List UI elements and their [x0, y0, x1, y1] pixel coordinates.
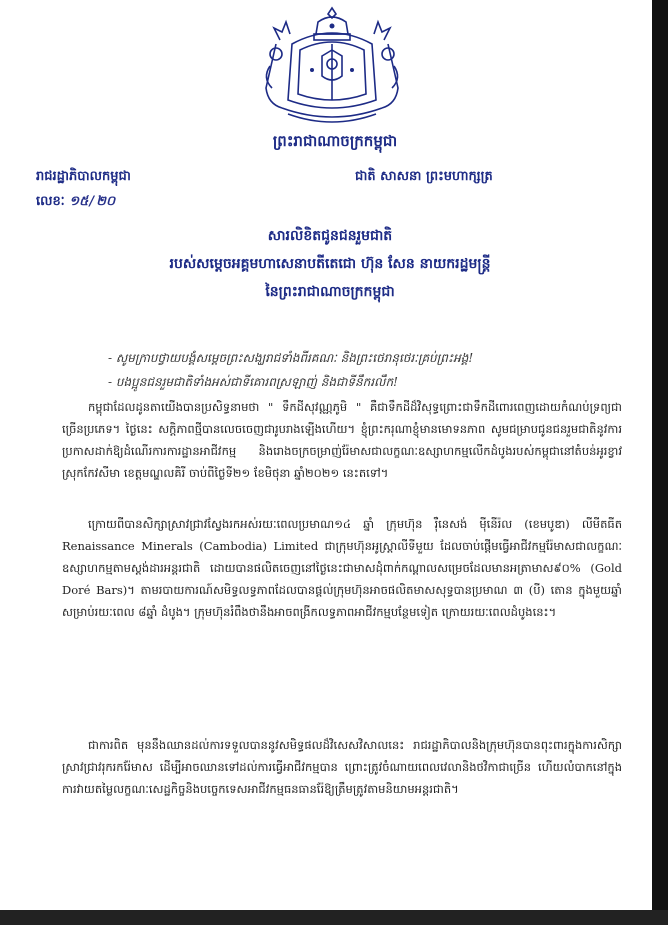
- letter-title-line-1: សារលិខិតជូនជនរួមជាតិ: [267, 228, 393, 244]
- paragraph-text: កម្ពុជាដែលដូនតាយើងបានប្រសិទ្ធនាមថា " ទឹកដីសុវណ្ណភូមិ " គឺជាទឹកដីដ៏វិសុទ្ធព្រោះជាទឹកដីពោរពេញដោយកំណប់ទ្រព្យជាច្រើនប្រភេទ។ ថ្ងៃនេះ សក្ដិភាពថ្មីបានលេចចេញជារូបរាងឡើងហើយ។ ខ្ញុំព្រះករុណាខ្ញុំមានមោទនភាព សូមជម្រាបជូនជនរួមជាតិនូវការប្រកាសដាក់ឱ្យដំណើរការការដ្ឋានអាជីវកម្ម និងរោងចក្រចម្រាញ់រ៉ែមាសជាលក្ខណៈឧស្សាហកម្មលើកដំបូងរបស់កម្ពុជានៅតំបន់អូរខ្វាវ ស្រុកកែវសីមា ខេត្តមណ្ឌលគិរី ចាប់ពីថ្ងៃទី២១ ខែមិថុនា ឆ្នាំ២០២១ នេះតទៅ។: [62, 400, 622, 480]
- national-motto: ជាតិ សាសនា ព្រះមហាក្សត្រ: [355, 169, 493, 184]
- reference-value: ១៥/២០: [69, 194, 116, 209]
- paragraph-1: [62, 396, 622, 484]
- paragraph-2: [62, 513, 622, 623]
- salutation-monks: - សូមក្រាបថ្វាយបង្គំសម្ដេចព្រះសង្ឃរាជទាំងពីរគណៈ និងព្រះថេរានុថេរៈគ្រប់ព្រះអង្គ!: [108, 351, 474, 365]
- royal-coat-of-arms-icon: [252, 4, 412, 124]
- kingdom-name: ព្រះរាជាណាចក្រកម្ពុជា: [272, 132, 398, 150]
- paragraph-text: ក្រោយពីបានសិក្សាស្រាវជ្រាវស្វែងរកអស់រយៈពេលប្រមាណ១៤ ឆ្នាំ ក្រុមហ៊ុន រ៉ឺនេសង់ ម៉ីនើរ៉ល (ខេមបូឌា) លីមីតធីត Renaissance Minerals (Cambodia) Limited ជាក្រុមហ៊ុនអូស្ត្រាលីទីមួយ ដែលចាប់ផ្ដើមធ្វើអាជីវកម្មរ៉ែមាសជាលក្ខណៈឧស្សាហកម្មតាមស្តង់ដារអន្តរជាតិ ដោយបានផលិតចេញនៅថ្ងៃនេះជាមាសដុំពាក់កណ្ដាលសម្រេចដែលមានអត្រាមាស៩០% (Gold Doré Bars)។ តាមរបាយការណ៍សមិទ្ធលទ្ធភាពដែលបានផ្ដល់ក្រុមហ៊ុនអាចផលិតមាសសុទ្ធបានប្រមាណ ៣ (បី) តោន ក្នុងមួយឆ្នាំ សម្រាប់រយៈពេល ៨ឆ្នាំ ដំបូង។ ក្រុមហ៊ុនរំពឹងថានឹងអាចពង្រីកលទ្ធភាពអាជីវកម្មបន្ថែមទៀត ក្រោយរយៈពេលដំបូងនេះ។: [62, 517, 622, 619]
- salutation-citizens: - បងប្អូនជនរួមជាតិទាំងអស់ជាទីគោរពស្រឡាញ់ និងជាទីនឹករលឹក!: [108, 375, 398, 389]
- paragraph-text: ជាការពិត មុននឹងឈានដល់ការទទួលបាននូវសមិទ្ធផលដ៏វិសេសវិសាលនេះ រាជរដ្ឋាភិបាលនិងក្រុមហ៊ុនបានពុះពារក្នុងការសិក្សាស្រាវជ្រាវរុករករ៉ែមាស ដើម្បីអាចឈានទៅដល់ការធ្វើអាជីវកម្មបាន ព្រោះត្រូវចំណាយពេលវេលានិងថវិកាជាច្រើន ហើយលំបាកនៅក្នុងការវាយតម្លៃលក្ខណៈសេដ្ឋកិច្ចនិងបច្ចេកទេសអាជីវកម្មធនធានរ៉ែឱ្យត្រឹមត្រូវតាមនិយាមអន្តរជាតិ។: [62, 738, 622, 796]
- scan-border-right: [652, 0, 668, 925]
- letter-title-line-3: នៃព្រះរាជាណាចក្រកម្ពុជា: [265, 284, 395, 300]
- scan-border-bottom: [0, 910, 668, 925]
- reference-label: លេខៈ: [36, 194, 65, 209]
- reference-number: [36, 193, 115, 212]
- government-name: រាជរដ្ឋាភិបាលកម្ពុជា: [36, 169, 131, 184]
- paragraph-3: [62, 734, 622, 800]
- letter-title-line-2: របស់សម្ដេចអគ្គមហាសេនាបតីតេជោ ហ៊ុន សែន នាយករដ្ឋមន្ត្រី: [169, 256, 491, 272]
